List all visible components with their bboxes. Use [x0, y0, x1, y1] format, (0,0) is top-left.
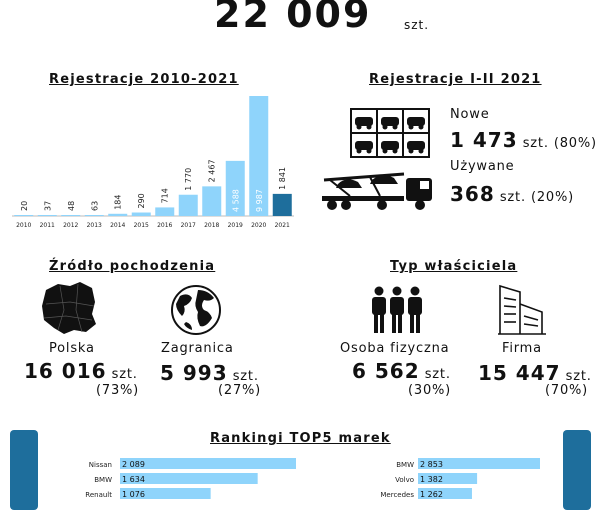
poland-pct: (73%) [96, 383, 140, 398]
poland-value: 16 016 [24, 359, 107, 383]
abroad-value: 5 993 [160, 361, 228, 385]
bar-value-2010: 20 [19, 200, 29, 211]
bar-2018 [202, 186, 221, 216]
new-value: 1 473 [450, 128, 518, 152]
new-pct: (80%) [553, 136, 597, 151]
bar-value-2015: 290 [137, 193, 147, 209]
total-unit: szt. [404, 18, 430, 32]
bar-2016 [155, 207, 174, 216]
registrations-chart-title: Rejestracje 2010-2021 [49, 72, 239, 87]
rank-value-1-0: 2 853 [420, 460, 443, 469]
top5-brands-chart [60, 456, 560, 500]
tick-2016: 2016 [157, 222, 173, 229]
total-registrations [0, 0, 597, 46]
rank-label-0-0: Nissan [88, 461, 112, 469]
rank-label-1-1: Volvo [395, 476, 414, 484]
bar-2013 [85, 215, 104, 216]
used-unit: szt. [499, 190, 526, 205]
tick-2015: 2015 [133, 222, 149, 229]
new-unit: szt. [522, 136, 549, 151]
bar-2011 [38, 215, 57, 216]
people-icon [370, 286, 424, 334]
rank-value-0-0: 2 089 [122, 460, 145, 469]
tick-2012: 2012 [63, 222, 79, 229]
origin-title: Źródło pochodzenia [49, 259, 216, 274]
abroad-label: Zagranica [161, 341, 234, 356]
person-label: Osoba fizyczna [340, 341, 450, 356]
bar-value-2019: 4 588 [231, 189, 241, 212]
bar-value-2020: 9 987 [254, 189, 264, 212]
rank-label-1-2: Mercedes [380, 491, 414, 499]
tick-2014: 2014 [110, 222, 126, 229]
poland-unit: szt. [111, 367, 138, 382]
registrations-bar-chart [8, 90, 298, 234]
right-side-tab [563, 430, 591, 510]
rank-bar-0-0 [120, 458, 296, 469]
rank-value-1-2: 1 262 [420, 490, 443, 499]
new-stat [450, 128, 597, 152]
tick-2020: 2020 [251, 222, 267, 229]
bar-value-2021: 1 841 [278, 166, 288, 190]
used-pct: (20%) [530, 190, 575, 205]
bar-value-2014: 184 [113, 194, 123, 210]
bar-value-2017: 1 770 [184, 167, 194, 191]
person-pct: (30%) [408, 383, 452, 398]
company-pct: (70%) [545, 383, 589, 398]
registrations-jan-feb-title: Rejestracje I-II 2021 [369, 72, 542, 87]
used-stat [450, 182, 574, 206]
rank-label-0-2: Renault [85, 491, 112, 499]
bar-2012 [61, 215, 80, 216]
tick-2019: 2019 [227, 222, 243, 229]
bar-2014 [108, 214, 127, 216]
company-value: 15 447 [478, 361, 561, 385]
company-label: Firma [502, 341, 542, 356]
tick-2021: 2021 [274, 222, 290, 229]
tick-2017: 2017 [180, 222, 196, 229]
poland-stat [24, 359, 138, 383]
poland-map-icon [40, 280, 98, 336]
used-value: 368 [450, 182, 495, 206]
bar-value-2018: 2 467 [207, 159, 217, 183]
abroad-stat [160, 361, 259, 385]
bar-2015 [132, 213, 151, 216]
poland-label: Polska [49, 341, 95, 356]
rank-value-0-2: 1 076 [122, 490, 145, 499]
total-value: 22 009 [214, 0, 372, 36]
rank-label-0-1: BMW [94, 476, 112, 484]
owner-type-title: Typ właściciela [390, 259, 518, 274]
rank-value-0-1: 1 634 [122, 475, 145, 484]
bar-value-2013: 63 [90, 200, 100, 211]
tick-2018: 2018 [204, 222, 220, 229]
person-value: 6 562 [352, 359, 420, 383]
tick-2010: 2010 [16, 222, 32, 229]
bar-2017 [179, 195, 198, 216]
abroad-pct: (27%) [218, 383, 262, 398]
left-side-tab [10, 430, 38, 510]
company-unit: szt. [565, 369, 592, 384]
bar-2010 [14, 215, 33, 216]
abroad-unit: szt. [232, 369, 259, 384]
person-stat [352, 359, 451, 383]
bar-value-2012: 48 [66, 200, 76, 211]
used-label: Używane [450, 159, 515, 174]
company-stat [478, 361, 592, 385]
car-transporter-icon [320, 170, 440, 212]
bar-2021 [273, 194, 292, 216]
ranking-title: Rankingi TOP5 marek [210, 431, 391, 446]
globe-icon [170, 284, 222, 336]
bar-value-2016: 714 [160, 188, 170, 204]
rank-value-1-1: 1 382 [420, 475, 443, 484]
office-building-icon [498, 284, 546, 336]
rank-label-1-0: BMW [396, 461, 414, 469]
car-parking-icon [350, 108, 430, 158]
person-unit: szt. [424, 367, 451, 382]
tick-2013: 2013 [86, 222, 102, 229]
bar-value-2011: 37 [43, 200, 53, 211]
tick-2011: 2011 [39, 222, 55, 229]
new-label: Nowe [450, 107, 490, 122]
